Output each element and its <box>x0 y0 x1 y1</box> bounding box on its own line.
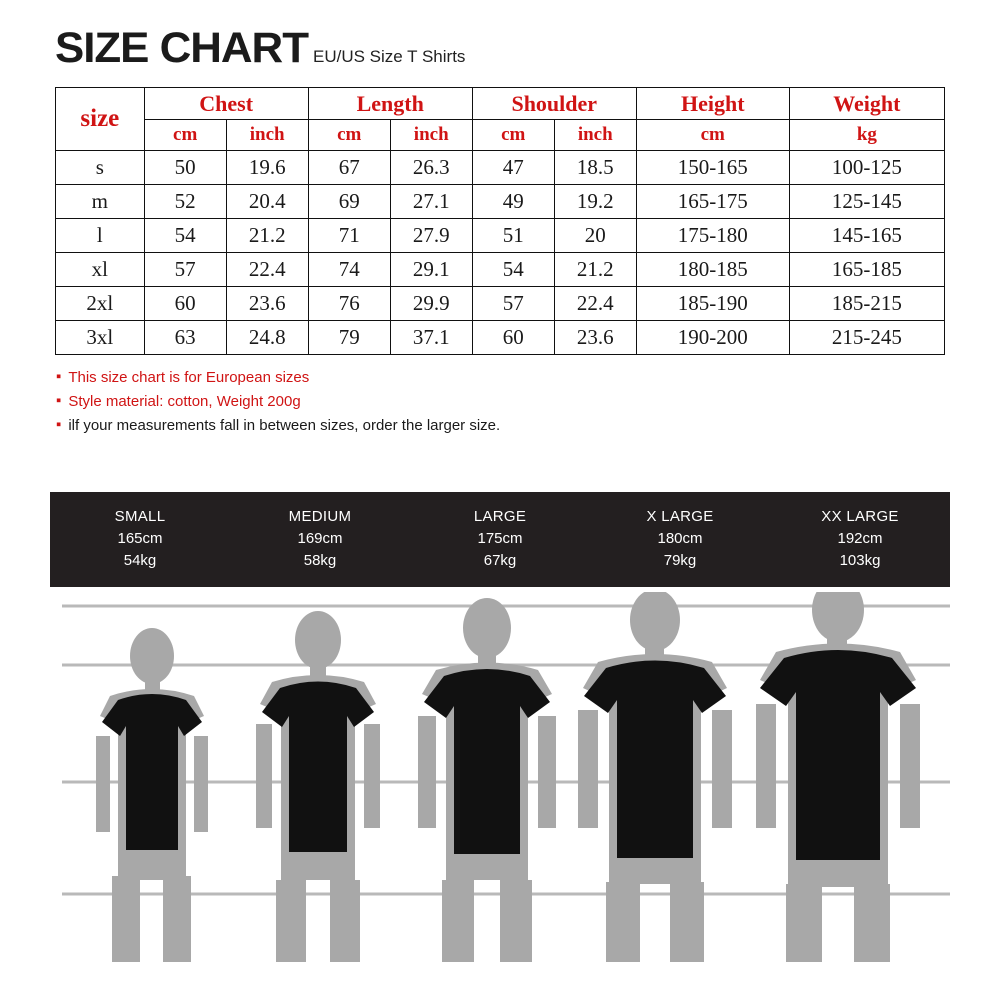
page-subtitle: EU/US Size T Shirts <box>313 47 466 66</box>
silhouette-xlarge <box>578 592 732 962</box>
legend-weight: 54kg <box>123 551 157 569</box>
legend-weight: 58kg <box>303 551 337 569</box>
notes-list <box>56 369 1000 434</box>
page-header <box>0 0 1000 70</box>
cell-shoulder-inch: 19.2 <box>554 185 636 219</box>
cell-height-cm: 185-190 <box>636 287 789 321</box>
unit-weight-kg: kg <box>789 120 944 151</box>
legend-weight: 67kg <box>483 551 517 569</box>
unit-length-inch: inch <box>390 120 472 151</box>
legend-height: 180cm <box>657 529 703 547</box>
cell-length-inch: 37.1 <box>390 321 472 355</box>
silhouette-small <box>96 628 208 962</box>
page-title: SIZE CHART <box>55 24 308 72</box>
cell-weight-kg: 165-185 <box>789 253 944 287</box>
legend-item-large <box>410 492 590 587</box>
legend-height: 169cm <box>297 529 343 547</box>
cell-length-inch: 26.3 <box>390 151 472 185</box>
cell-shoulder-inch: 23.6 <box>554 321 636 355</box>
size-legend-band <box>50 492 950 587</box>
table-row <box>56 151 945 185</box>
cell-chest-cm: 52 <box>144 185 226 219</box>
cell-chest-cm: 60 <box>144 287 226 321</box>
table-row <box>56 185 945 219</box>
cell-chest-inch: 22.4 <box>226 253 308 287</box>
cell-chest-inch: 23.6 <box>226 287 308 321</box>
unit-length-cm: cm <box>308 120 390 151</box>
cell-height-cm: 180-185 <box>636 253 789 287</box>
cell-length-cm: 67 <box>308 151 390 185</box>
cell-length-inch: 27.9 <box>390 219 472 253</box>
cell-shoulder-cm: 49 <box>472 185 554 219</box>
note-text: ilf your measurements fall in between sizes, order the larger size. <box>68 417 501 434</box>
row-size-label: l <box>56 219 145 253</box>
cell-chest-cm: 63 <box>144 321 226 355</box>
cell-length-cm: 71 <box>308 219 390 253</box>
legend-name: X LARGE <box>646 508 714 525</box>
table-row <box>56 321 945 355</box>
cell-height-cm: 175-180 <box>636 219 789 253</box>
bullet-icon: ▪ <box>56 368 62 385</box>
cell-shoulder-cm: 47 <box>472 151 554 185</box>
cell-shoulder-inch: 20 <box>554 219 636 253</box>
legend-weight: 103kg <box>839 551 881 569</box>
cell-weight-kg: 100-125 <box>789 151 944 185</box>
row-size-label: xl <box>56 253 145 287</box>
cell-shoulder-inch: 22.4 <box>554 287 636 321</box>
silhouette-large <box>418 598 556 962</box>
unit-chest-cm: cm <box>144 120 226 151</box>
header-size: size <box>56 88 145 151</box>
cell-chest-inch: 24.8 <box>226 321 308 355</box>
header-height: Height <box>636 88 789 120</box>
table-row <box>56 253 945 287</box>
header-weight: Weight <box>789 88 944 120</box>
cell-length-cm: 69 <box>308 185 390 219</box>
cell-chest-inch: 20.4 <box>226 185 308 219</box>
unit-height-cm: cm <box>636 120 789 151</box>
row-size-label: m <box>56 185 145 219</box>
unit-shoulder-inch: inch <box>554 120 636 151</box>
cell-length-cm: 79 <box>308 321 390 355</box>
body-silhouettes-svg <box>0 592 1000 972</box>
note-item <box>56 393 1000 410</box>
legend-name: MEDIUM <box>288 508 352 525</box>
cell-length-cm: 74 <box>308 253 390 287</box>
legend-name: XX LARGE <box>821 508 899 525</box>
cell-chest-cm: 50 <box>144 151 226 185</box>
cell-chest-inch: 21.2 <box>226 219 308 253</box>
cell-weight-kg: 185-215 <box>789 287 944 321</box>
legend-item-xlarge <box>590 492 770 587</box>
note-item <box>56 417 1000 434</box>
table-row <box>56 219 945 253</box>
cell-height-cm: 190-200 <box>636 321 789 355</box>
cell-chest-inch: 19.6 <box>226 151 308 185</box>
table-header-units <box>56 120 945 151</box>
cell-length-inch: 27.1 <box>390 185 472 219</box>
legend-height: 165cm <box>117 529 163 547</box>
legend-item-xxlarge <box>770 492 950 587</box>
cell-length-inch: 29.9 <box>390 287 472 321</box>
cell-chest-cm: 54 <box>144 219 226 253</box>
cell-weight-kg: 125-145 <box>789 185 944 219</box>
cell-weight-kg: 145-165 <box>789 219 944 253</box>
cell-shoulder-cm: 54 <box>472 253 554 287</box>
legend-item-small <box>50 492 230 587</box>
cell-weight-kg: 215-245 <box>789 321 944 355</box>
unit-shoulder-cm: cm <box>472 120 554 151</box>
legend-weight: 79kg <box>663 551 697 569</box>
header-shoulder: Shoulder <box>472 88 636 120</box>
bullet-icon: ▪ <box>56 416 62 433</box>
legend-name: SMALL <box>114 508 166 525</box>
cell-chest-cm: 57 <box>144 253 226 287</box>
note-item <box>56 369 1000 386</box>
cell-shoulder-cm: 51 <box>472 219 554 253</box>
note-text: Style material: cotton, Weight 200g <box>68 393 301 410</box>
header-length: Length <box>308 88 472 120</box>
legend-height: 192cm <box>837 529 883 547</box>
row-size-label: s <box>56 151 145 185</box>
unit-chest-inch: inch <box>226 120 308 151</box>
cell-shoulder-inch: 21.2 <box>554 253 636 287</box>
cell-length-inch: 29.1 <box>390 253 472 287</box>
cell-length-cm: 76 <box>308 287 390 321</box>
cell-height-cm: 150-165 <box>636 151 789 185</box>
header-chest: Chest <box>144 88 308 120</box>
cell-height-cm: 165-175 <box>636 185 789 219</box>
legend-item-medium <box>230 492 410 587</box>
table-row <box>56 287 945 321</box>
silhouette-xxlarge <box>756 592 920 962</box>
table-header-groups <box>56 88 945 120</box>
cell-shoulder-cm: 57 <box>472 287 554 321</box>
figures-illustration <box>0 592 1000 972</box>
row-size-label: 3xl <box>56 321 145 355</box>
row-size-label: 2xl <box>56 287 145 321</box>
bullet-icon: ▪ <box>56 392 62 409</box>
legend-name: LARGE <box>473 508 527 525</box>
cell-shoulder-cm: 60 <box>472 321 554 355</box>
note-text: This size chart is for European sizes <box>68 369 310 386</box>
size-table <box>55 87 945 355</box>
cell-shoulder-inch: 18.5 <box>554 151 636 185</box>
legend-height: 175cm <box>477 529 523 547</box>
size-table-wrapper <box>55 87 945 355</box>
